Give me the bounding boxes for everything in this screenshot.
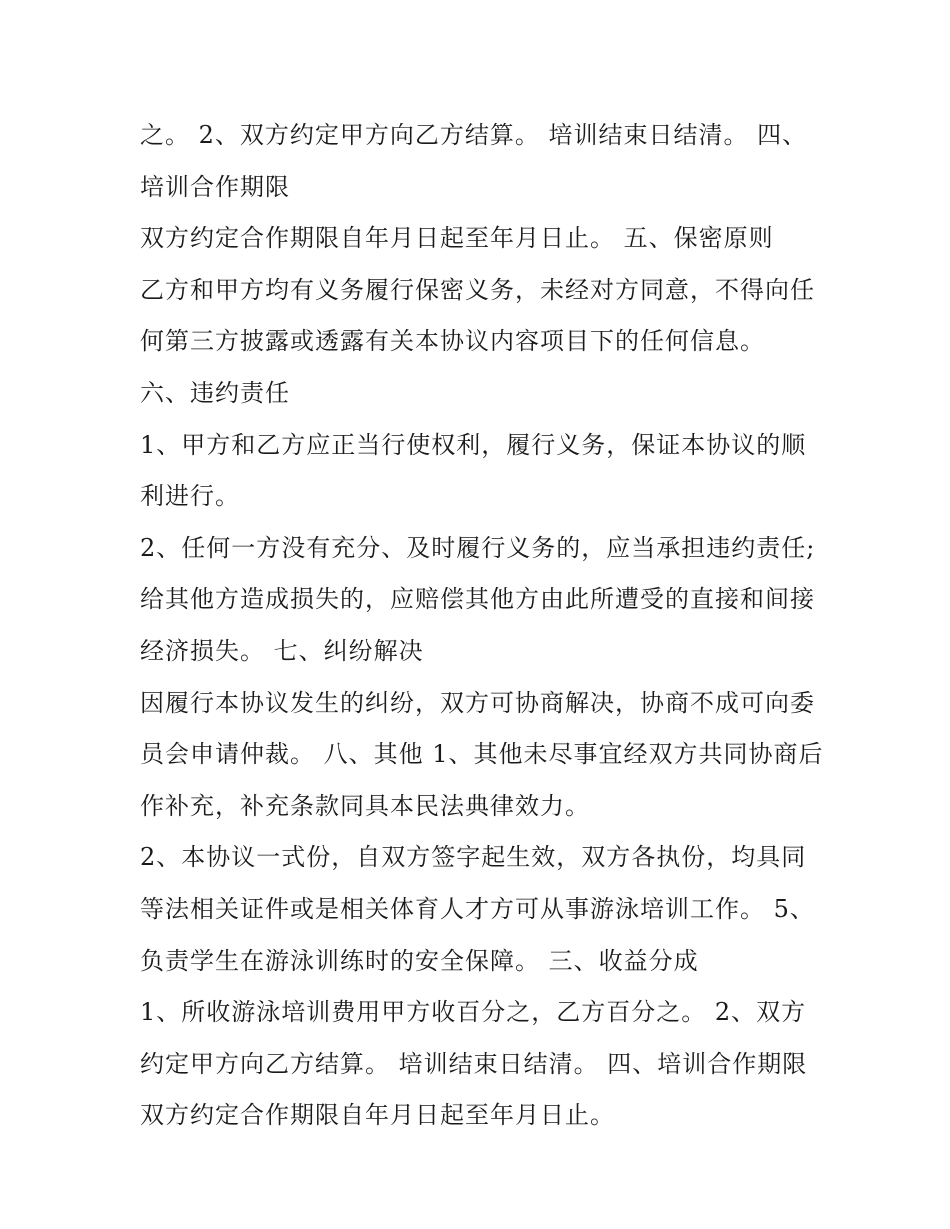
text-line: 员会申请仲裁。 八、其他 1、其他未尽事宜经双方共同协商后	[140, 740, 824, 769]
text-line: 之。 2、双方约定甲方向乙方结算。 培训结束日结清。 四、	[140, 121, 808, 149]
text-line: 约定甲方向乙方结算。 培训结束日结清。 四、培训合作期限	[140, 1049, 808, 1078]
text-line: 作补充，补充条款同具本民法典律效力。	[140, 791, 590, 820]
text-line: 负责学生在游泳训练时的安全保障。 三、收益分成	[140, 946, 699, 975]
text-line: 利进行。	[140, 482, 240, 511]
text-line: 培训合作期限	[140, 172, 290, 201]
text-line: 1、所收游泳培训费用甲方收百分之，乙方百分之。 2、双方	[140, 998, 807, 1027]
text-line: 六、违约责任	[140, 378, 290, 407]
text-line: 2、任何一方没有充分、及时履行义务的，应当承担违约责任;	[140, 533, 816, 562]
text-line: 经济损失。 七、纠纷解决	[140, 636, 424, 665]
text-line: 因履行本协议发生的纠纷，双方可协商解决，协商不成可向委	[140, 688, 815, 717]
text-line: 2、本协议一式份，自双方签字起生效，双方各执份，均具同	[140, 843, 807, 872]
text-line: 乙方和甲方均有义务履行保密义务，未经对方同意，不得向任	[140, 275, 815, 304]
document-body	[140, 110, 830, 1142]
text-line: 何第三方披露或透露有关本协议内容项目下的任何信息。	[140, 327, 765, 356]
text-line: 双方约定合作期限自年月日起至年月日止。 五、保密原则	[140, 224, 774, 253]
text-line: 1、甲方和乙方应正当行使权利，履行义务，保证本协议的顺	[140, 430, 807, 459]
text-line: 等法相关证件或是相关体育人才方可从事游泳培训工作。 5、	[140, 894, 815, 923]
text-line: 双方约定合作期限自年月日起至年月日止。	[140, 1101, 615, 1130]
text-line: 给其他方造成损失的，应赔偿其他方由此所遭受的直接和间接	[140, 585, 815, 614]
